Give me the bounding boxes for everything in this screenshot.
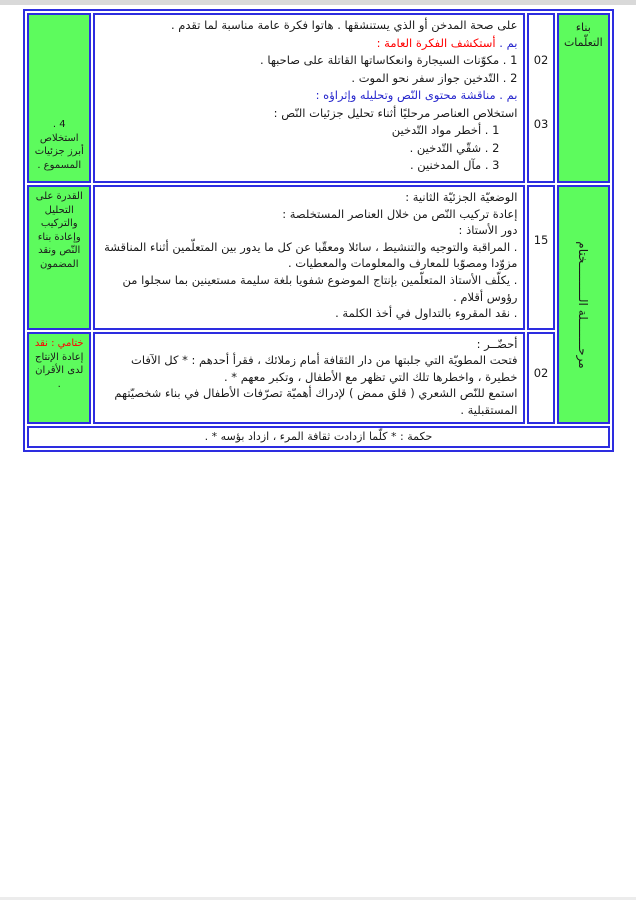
objective-heading: ختامي : نقد: [34, 338, 84, 349]
stage-label: بناء التعلّمات: [563, 21, 603, 49]
duration-cell-row3: [527, 332, 554, 424]
duration-cell-row2: [527, 185, 554, 330]
objective-text: القدرة على التحليل والتركيب وإعادة بناء النّص ونقد المضمون: [35, 191, 83, 270]
content-paragraph: . المراقبة والتوجيه والتنشيط ، سائلا ومعقّبا عن كل ما يدور بين المتعلّمين أثناء المناقشة مزوّدا ومصوّبا للمعارف والمعلومات والمعطيات .: [104, 239, 518, 271]
row-preparation: [27, 332, 610, 424]
content-line: على صحة المدخن أو الذي يستنشقها . هاتوا فكرة عامة مناسبة لما تقدم .: [170, 18, 518, 32]
stage-cell-closing-phase: [557, 185, 610, 424]
section-heading: أستكشف الفكرة العامة :: [376, 35, 496, 50]
content-line: دور الأستاذ :: [458, 223, 518, 238]
duration-value: 03: [533, 117, 549, 131]
duration-value: 02: [533, 366, 549, 380]
section-heading: أحضّــر :: [476, 337, 518, 351]
content-line: إعادة تركيب النّص من خلال العناصر المستخلصة :: [282, 206, 518, 221]
row-learning-construction: [27, 13, 610, 183]
content-line: [99, 87, 517, 105]
objective-cell-row2: [27, 185, 91, 330]
content-line: استخلاص العناصر مرحليًا أثناء تحليل جزئيات النّص :: [273, 105, 518, 120]
stage-label-vertical: مرحــــــــلة الــــــــــختام: [576, 240, 591, 369]
wisdom-cell: [27, 426, 610, 448]
content-paragraph: . يكلّف الأستاذ المتعلّمين بإنتاج الموضوع شفويا بلغة سليمة مستعينين بما سجلوا من رؤوس أقلام .: [122, 272, 518, 304]
duration-value: 15: [533, 233, 549, 247]
content-paragraph: استمع للنّص الشعري ( قلق ممض ) لإدراك أهميّة تصرّفات الأطفال في بناء شخصيّتهم المستقبلية .: [114, 386, 518, 417]
objective-cell-row3: [27, 332, 91, 424]
duration-value: 02: [533, 53, 549, 67]
content-cell-row2: [93, 185, 525, 330]
content-line: 1 . أخطر مواد التّدخين: [391, 123, 500, 137]
bullet-marker: بم .: [499, 88, 518, 102]
wisdom-text: حكمة : * كلّما ازدادت ثقافة المرء ، ازداد بؤسه * .: [204, 430, 433, 443]
lesson-plan-table: [23, 9, 614, 452]
section-heading: مناقشة محتوى النّص وتحليله وإثراؤه :: [315, 88, 496, 102]
content-paragraph: . نقد المقروء بالتداول في أخذ الكلمة .: [335, 306, 518, 321]
content-line: [99, 35, 517, 53]
content-line: 2 . شقّي التّدخين .: [409, 140, 500, 155]
scan-edge-top: [0, 0, 636, 5]
vertical-text-wrap: [559, 187, 608, 422]
bullet-marker: بم .: [499, 35, 518, 50]
stage-cell-building-learnings: [557, 13, 610, 183]
content-cell-row3: [93, 332, 525, 424]
section-heading: الوضعيّة الجزئيّة الثانية :: [405, 190, 518, 204]
duration-cell-row1: [527, 13, 554, 183]
content-line: 2 . التّدخين جواز سفر نحو الموت .: [351, 70, 518, 85]
objective-cell-row1: [27, 13, 91, 183]
objective-text: 4 . استخلاص أبرز جزئيات المسموع .: [34, 119, 84, 171]
content-cell-row1: [93, 13, 525, 183]
content-line: 1 . مكوّنات السيجارة وانعكاساتها القاتلة على صاحبها .: [260, 53, 518, 67]
row-wisdom: [27, 426, 610, 448]
objective-text: إعادة الإنتاج لدى الأقران .: [35, 351, 84, 390]
content-paragraph: فتحت المطويّة التي جلبتها من دار الثقافة أمام زملائك ، فقرأ أحدهم : * كل الآفات خطيرة ، واخطرها تلك التي تظهر مع الأطفال ، وتكبر معهم * .: [131, 353, 518, 384]
content-line: 3 . مآل المدخنين .: [409, 158, 500, 172]
row-second-partial-situation: [27, 185, 610, 330]
